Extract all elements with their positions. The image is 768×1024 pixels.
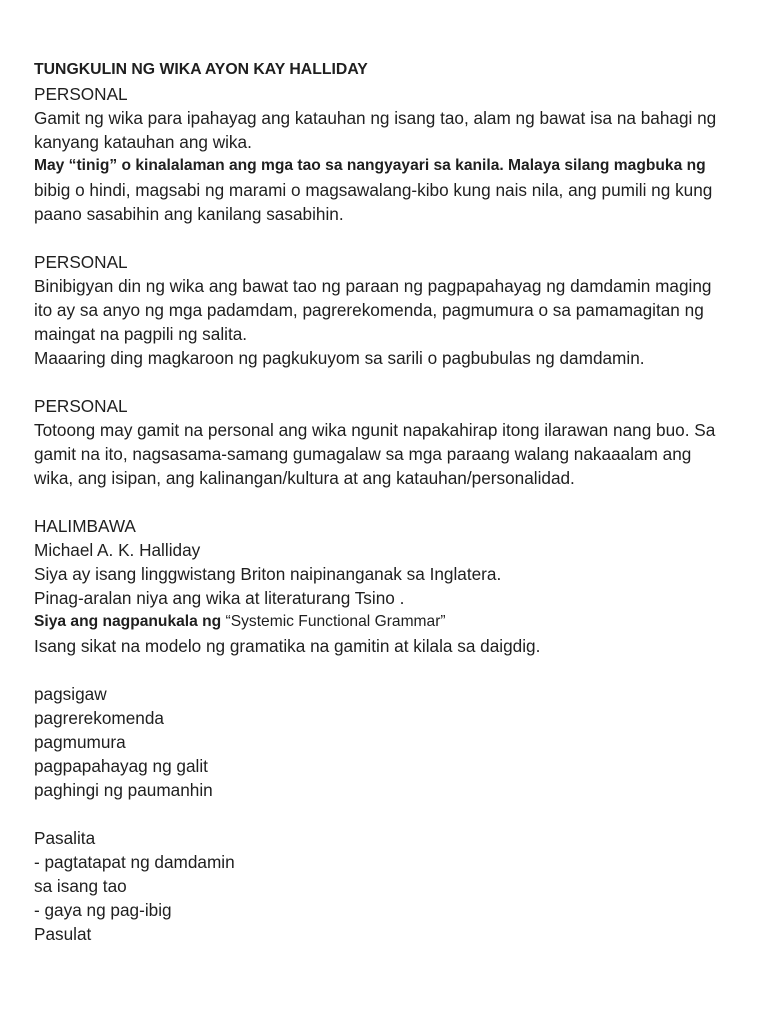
spacer xyxy=(34,490,754,514)
paragraph-line: maingat na pagpili ng salita. xyxy=(34,324,248,344)
spacer xyxy=(34,802,754,826)
list-item: pagmumura xyxy=(34,732,126,752)
paragraph-line: Binibigyan din ng wika ang bawat tao ng paraan ng pagpapahayag ng damdamin maging xyxy=(34,276,712,296)
spacer xyxy=(34,658,754,682)
section-heading: HALIMBAWA xyxy=(34,516,136,536)
paragraph-line: sa isang tao xyxy=(34,876,127,896)
paragraph-line: Gamit ng wika para ipahayag ang katauhan ng isang tao, alam ng bawat isa na bahagi ng xyxy=(34,108,717,128)
bold-paragraph-line: May “tinig” o kinalalaman ang mga tao sa nangyayari sa kanila. Malaya silang magbuka ng xyxy=(34,157,706,174)
document-title: TUNGKULIN NG WIKA AYON KAY HALLIDAY xyxy=(34,61,368,78)
list-item: pagsigaw xyxy=(34,684,107,704)
quoted-term: “Systemic Functional Grammar” xyxy=(225,613,446,630)
spacer xyxy=(34,370,754,394)
list-item: paghingi ng paumanhin xyxy=(34,780,213,800)
section-heading: PERSONAL xyxy=(34,84,128,104)
bold-text: Siya ang nagpanukala ng xyxy=(34,613,226,630)
spacer xyxy=(34,226,754,250)
paragraph-line: kanyang katauhan ang wika. xyxy=(34,132,252,152)
paragraph-line: gamit na ito, nagsasama-samang gumagalaw sa mga paraang walang nakaaalam ang xyxy=(34,444,692,464)
paragraph-line: Pinag-aralan niya ang wika at literaturang Tsino . xyxy=(34,588,405,608)
paragraph-line: Pasulat xyxy=(34,924,92,944)
paragraph-line: Pasalita xyxy=(34,828,96,848)
bold-paragraph-line xyxy=(34,610,754,634)
document-body xyxy=(34,58,754,946)
paragraph-line: wika, ang isipan, ang kalinangan/kultura at ang katauhan/personalidad. xyxy=(34,468,575,488)
paragraph-line: bibig o hindi, magsabi ng marami o magsawalang-kibo kung nais nila, ang pumili ng kung xyxy=(34,180,713,200)
paragraph-line: ito ay sa anyo ng mga padamdam, pagrerekomenda, pagmumura o sa pamamagitan ng xyxy=(34,300,704,320)
list-item: pagpapahayag ng galit xyxy=(34,756,208,776)
section-heading: PERSONAL xyxy=(34,252,128,272)
paragraph-line: Michael A. K. Halliday xyxy=(34,540,201,560)
paragraph-line: Maaaring ding magkaroon ng pagkukuyom sa sarili o pagbubulas ng damdamin. xyxy=(34,348,645,368)
section-heading: PERSONAL xyxy=(34,396,128,416)
paragraph-line: Totoong may gamit na personal ang wika ngunit napakahirap itong ilarawan nang buo. Sa xyxy=(34,420,716,440)
paragraph-line: Siya ay isang linggwistang Briton naipinanganak sa Inglatera. xyxy=(34,564,502,584)
paragraph-line: Isang sikat na modelo ng gramatika na gamitin at kilala sa daigdig. xyxy=(34,636,541,656)
list-item: pagrerekomenda xyxy=(34,708,164,728)
paragraph-line: paano sasabihin ang kanilang sasabihin. xyxy=(34,204,344,224)
paragraph-line: - gaya ng pag-ibig xyxy=(34,900,172,920)
paragraph-line: - pagtatapat ng damdamin xyxy=(34,852,235,872)
